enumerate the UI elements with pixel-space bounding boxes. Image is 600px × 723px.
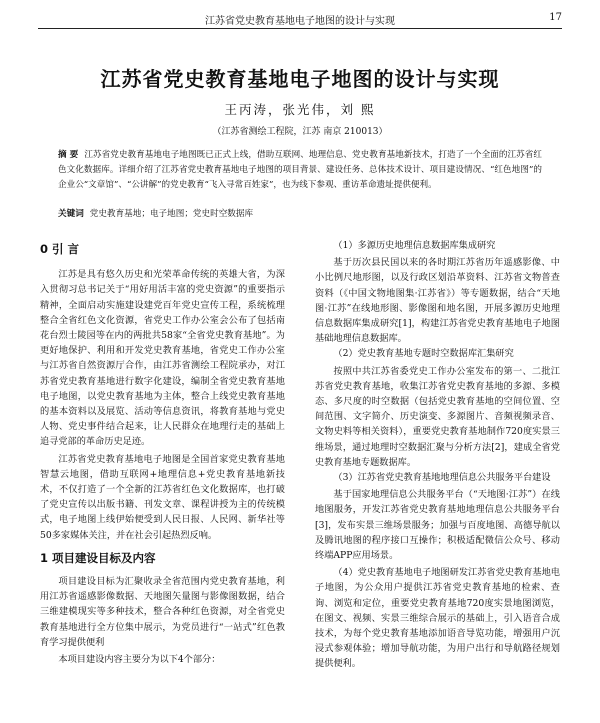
section-heading-introduction: 0 引 言 <box>40 242 80 256</box>
intro-paragraph-1: 江苏是具有悠久历史和光荣革命传统的英雄大省，为深入贯彻习总书记关于“用好用活丰富的党史资源”的重要指示精神，全面启动实施建设建党百年党史宣传工程，系统梳理整合全省红色文化资源，省党史工作办公室会公布了包括南花台烈士陵园等在内的两批共58家“全省党史教育基地”。为更好地保护、利用和开发党史教育基地，省党史工作办公室与江苏省自然资源厅合作，由江苏省测绘工程院承办，对江苏省党史教育基地进行数字化建设，编制全省党史教育基地电子地图，以党史教育基地为主体，整合上线党史教育基地的基本资料以及展览、活动等信息资讯，将教育基地与党史人物、党史事件结合起来，让人民群众在地理行走的基础上追寻党部的革命历史足迹。 <box>40 269 285 448</box>
section-heading-goals: 1 项目建设目标及内容 <box>40 550 156 565</box>
keywords-label: 关键词 <box>58 209 84 219</box>
keywords <box>58 207 542 219</box>
right-paragraph-3: 基于国家地理信息公共服务平台（“天地图·江苏”）在线地图服务，开发江苏省党史教育基地地理信息公共服务平台[3]，发布实景三维场景服务；加强与百度地图、高德导航以及腾讯地图的程序接口互操作；积极适配微信公众号、移动终端APP应用场景。 <box>315 489 560 562</box>
right-column <box>315 238 560 672</box>
running-header <box>38 10 562 29</box>
subheading-2: （2）党史教育基地专题时空数据库汇集研究 <box>333 348 514 360</box>
paper-authors: 王丙涛，张光伟，刘 熙 <box>224 102 376 117</box>
paper-affiliation: （江苏省测绘工程院，江苏 南京 210013） <box>212 127 388 137</box>
abstract-label: 摘 要 <box>58 150 79 160</box>
subheading-3: （3）江苏省党史教育基地地理信息公共服务平台建设 <box>333 472 551 484</box>
subheading-1: （1）多源历史地理信息数据库集成研究 <box>333 240 496 251</box>
right-paragraph-2: 按照中共江苏省委党史工作办公室发布的第一、二批江苏省党史教育基地，收集江苏省党史教育基地的多源、多模态、多尺度的时空数据（包括党史教育基地的空间位置、空间范围、文字简介、历史演变、多源图片、音频视频录音、文物史料等相关资料），重要党史教育基地制作720度实景三维场景，通过地理时空数据汇聚与分析方法[2]，建成全省党史教育基地专题数据库。 <box>315 365 560 468</box>
goals-paragraph-1: 项目建设目标为汇聚收录全省范围内党史教育基地，利用江苏省遥感影像数据、天地图矢量图与影像图数据，结合三维建模现实等多种技术，整合各种红色资源，对全省党史教育基地进行全方位集中展示，为党员进行“一站式”红色教育学习提供便利 <box>40 576 285 648</box>
left-column <box>40 238 285 667</box>
keywords-text: 党史教育基地；电子地图；党史时空数据库 <box>89 209 254 219</box>
right-paragraph-1: 基于历次县民国以来的各时期江苏省历年遥感影像、中小比例尺地形图，以及行政区划沿革资料、江苏省文物普查资料（《中国文物地图集·江苏省》）等专题数据，结合“天地图·江苏”在线地形图、影像图和地名图，开展多源历史地理信息数据库集成研究[1]，构建江苏省党史教育基地电子地图基础地理信息数据库。 <box>315 257 560 345</box>
running-title: 江苏省党史教育基地电子地图的设计与实现 <box>205 16 395 27</box>
intro-paragraph-2: 江苏省党史教育基地电子地图是全国首家党史教育基地智慧云地图，借助互联网+地理信息+党史教育基地新技术，不仅打造了一个全新的江苏省红色文化数据库，也打破了党史宣传以出版书籍、刊发文章、课程讲授为主的传统模式，电子地图上线伊始便受到人民日报、人民网、新华社等50多家媒体关注，并在社会引起热烈反响。 <box>40 453 285 541</box>
goals-paragraph-2: 本项目建设内容主要分为以下4个部分： <box>58 654 221 666</box>
abstract <box>58 148 542 193</box>
paper-title: 江苏省党史教育基地电子地图的设计与实现 <box>100 67 500 91</box>
abstract-text: 江苏省党史教育基地电子地图既已正式上线，借助互联网、地理信息、党史教育基地新技术，打造了一个全面的江苏省红色文化数据库。详细介绍了江苏省党史教育基地电子地图的项目背景、建设任务、总体技术设计、项目建设情况、“红色地图”的企业公“文章馆”、“公讲解”的党史教育“飞入寻常百姓家”，也为线下参观、重访革命遗址提供便利。 <box>58 150 542 190</box>
page-number: 17 <box>549 12 562 23</box>
right-paragraph-4: （4）党史教育基地电子地图研发江苏省党史教育基地电子地图，为公众用户提供江苏省党史教育基地的检索、查询、浏览和定位，重要党史教育基地720度实景地图浏览，在图文、视频、实景三维综合展示的基础上，引入语音合成技术，为每个党史教育基地添加语音导览功能，增强用户沉浸式参观体验；增加导航功能，为用户出行和导航路径规划提供便利。 <box>315 567 560 670</box>
